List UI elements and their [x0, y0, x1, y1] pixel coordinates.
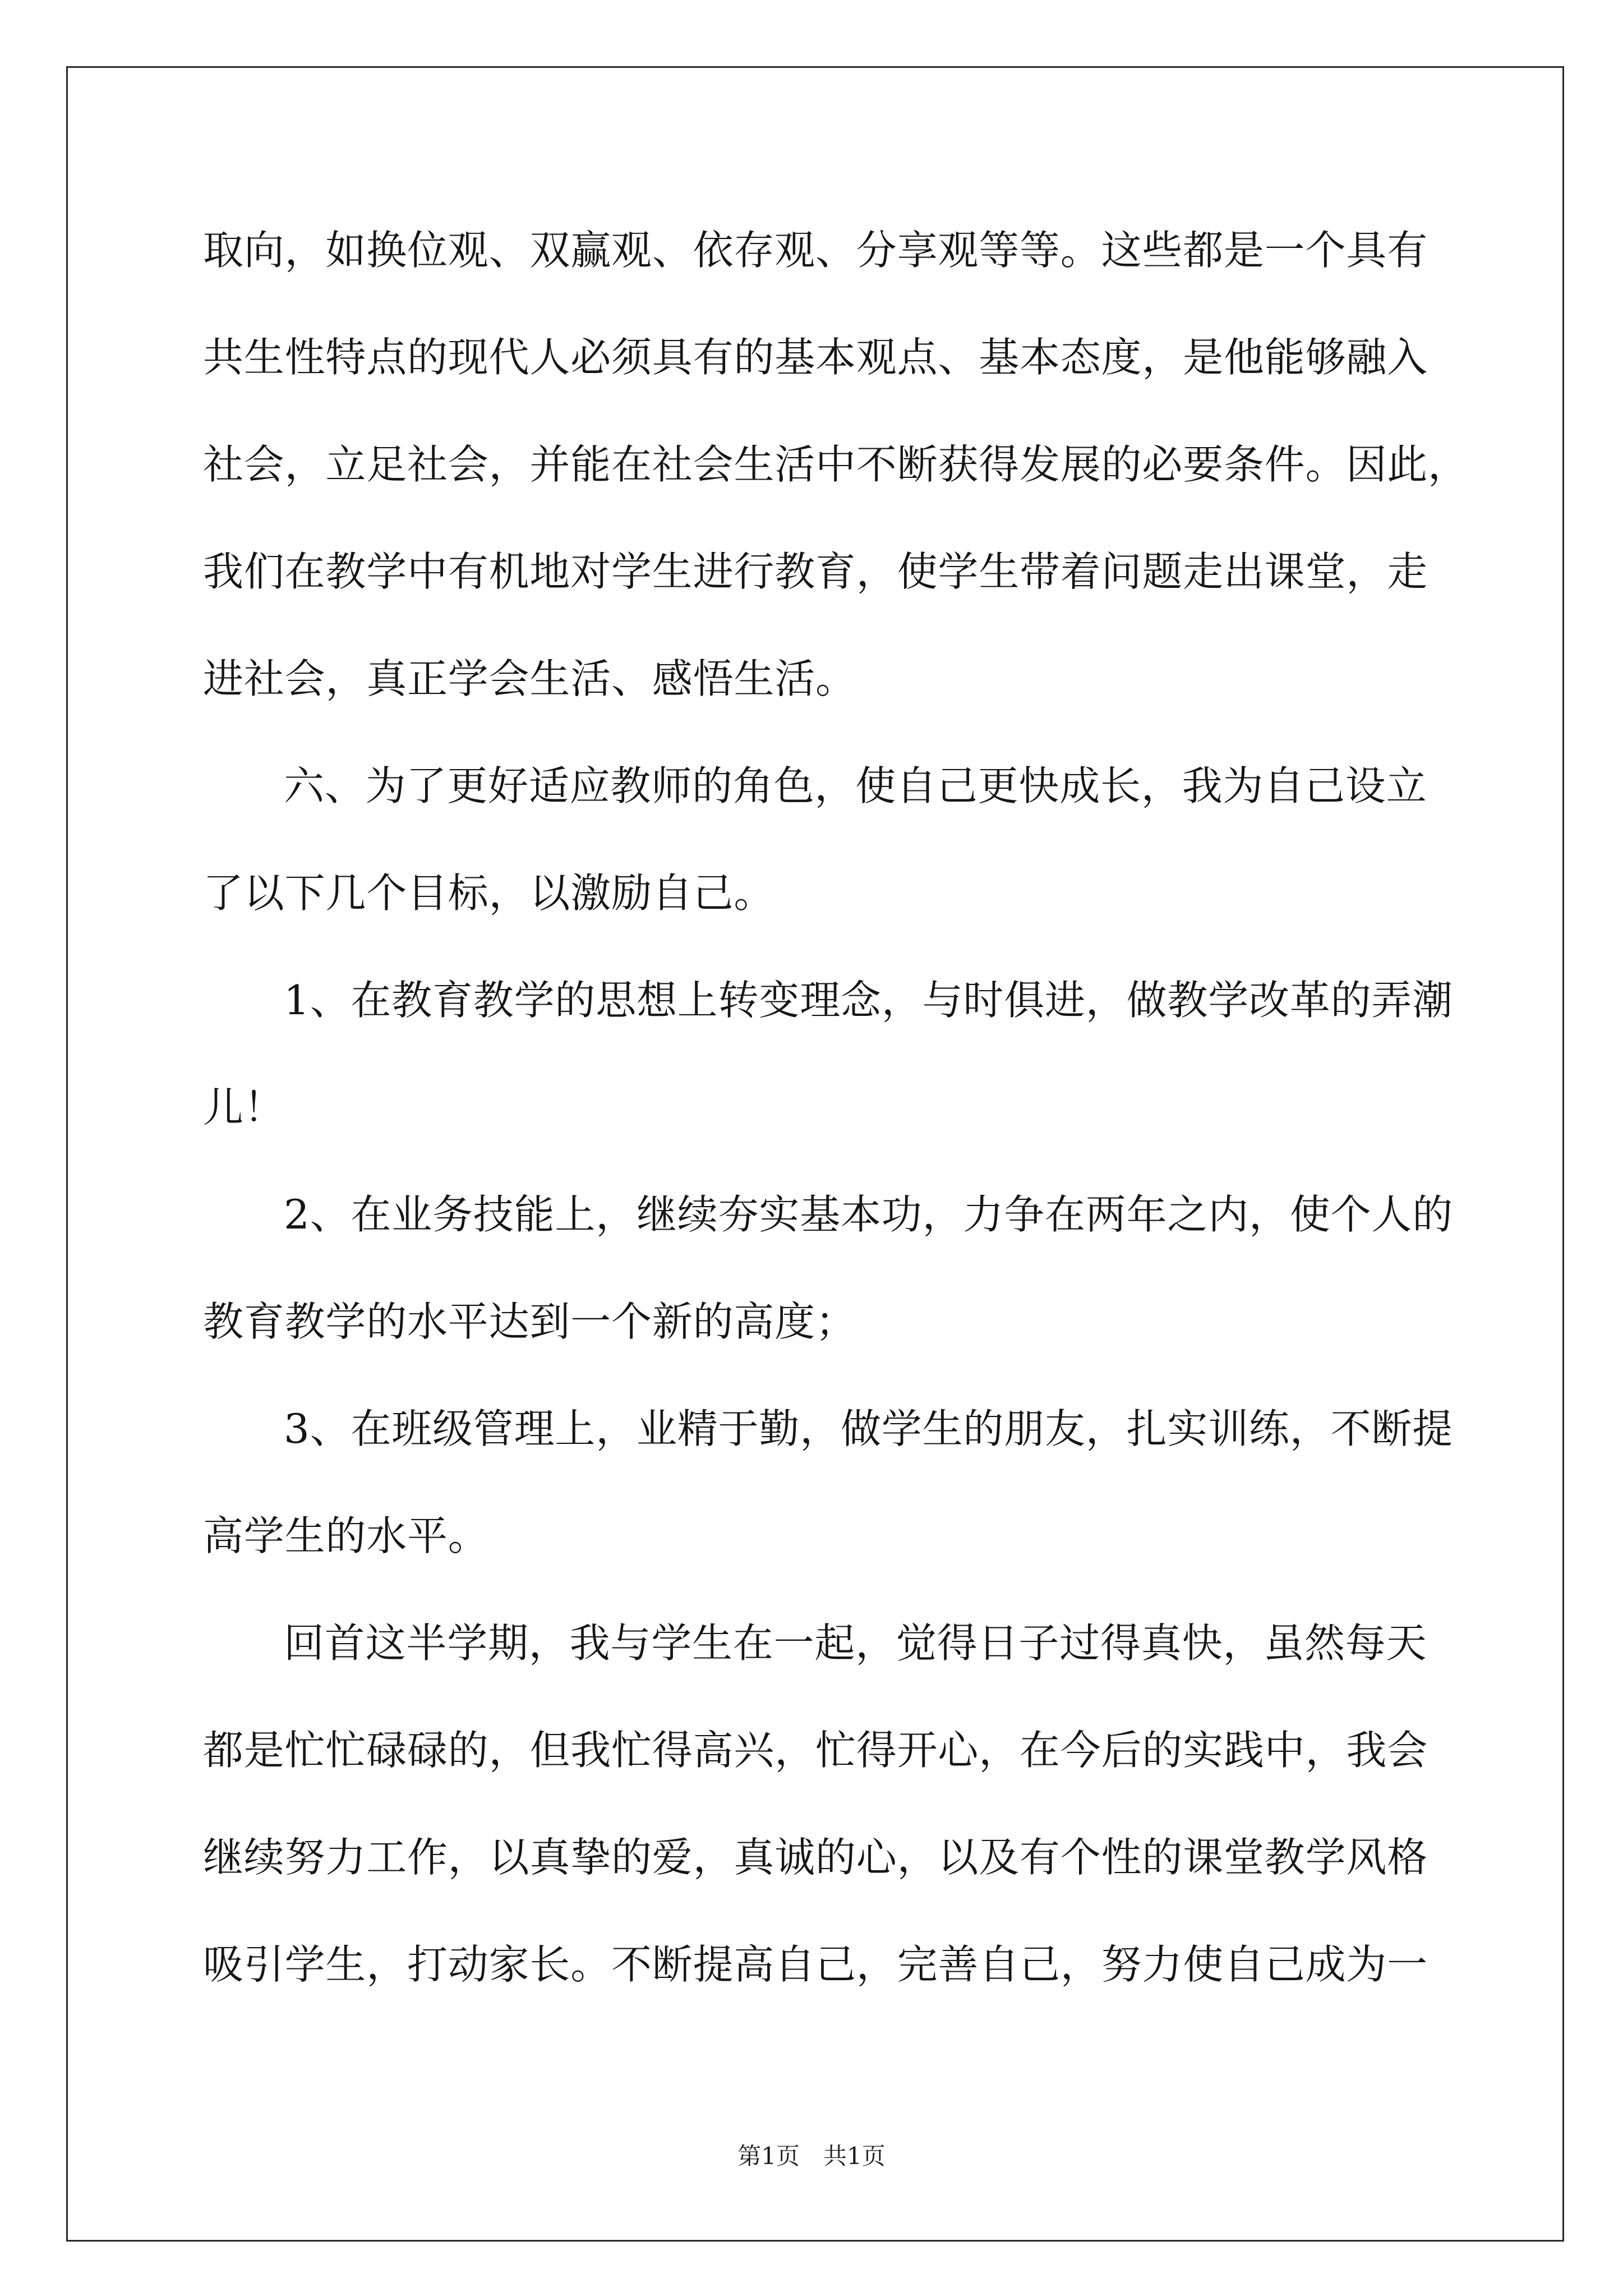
- text-line: 教育教学的水平达到一个新的高度；: [203, 1298, 856, 1345]
- paragraph-goal-1: [203, 947, 1538, 1161]
- text-line: 了以下几个目标，以激励自己。: [203, 869, 775, 917]
- text-line: 2、在业务技能上，继续夯实基本功，力争在两年之内，使个人的: [284, 1191, 1454, 1238]
- paragraph-goal-3: [203, 1375, 1538, 1590]
- text-line: 儿！: [203, 1084, 285, 1131]
- text-line: 回首这半学期，我与学生在一起，觉得日子过得真快，虽然每天: [284, 1619, 1427, 1667]
- text-line: 进社会，真正学会生活、感悟生活。: [203, 655, 856, 702]
- text-line: 1、在教育教学的思想上转变理念，与时俱进，做教学改革的弄潮: [284, 977, 1454, 1024]
- document-body: [203, 197, 1538, 2018]
- text-line: 吸引学生，打动家长。不断提高自己，完善自己，努力使自己成为一: [203, 1941, 1428, 1988]
- text-line: 都是忙忙碌碌的，但我忙得高兴，忙得开心，在今后的实践中，我会: [203, 1727, 1428, 1774]
- text-line: 高学生的水平。: [203, 1512, 489, 1559]
- paragraph-section-six: [203, 733, 1538, 947]
- text-line: 继续努力工作，以真挚的爱，真诚的心，以及有个性的课堂教学风格: [203, 1834, 1428, 1881]
- text-line: 六、为了更好适应教师的角色，使自己更快成长，我为自己设立: [284, 762, 1427, 809]
- paragraph-goal-2: [203, 1161, 1538, 1375]
- text-line: 3、在班级管理上，业精于勤，做学生的朋友，扎实训练，不断提: [284, 1405, 1454, 1452]
- text-line: 取向，如换位观、双赢观、依存观、分享观等等。这些都是一个具有: [203, 227, 1428, 274]
- text-line: 共生性特点的现代人必须具有的基本观点、基本态度，是他能够融入: [203, 334, 1428, 381]
- text-line: 社会，立足社会，并能在社会生活中不断获得发展的必要条件。因此，: [203, 441, 1469, 488]
- text-line: 我们在教学中有机地对学生进行教育，使学生带着问题走出课堂，走: [203, 548, 1428, 595]
- paragraph-closing: [203, 1590, 1538, 2018]
- paragraph-continuation: [203, 197, 1538, 733]
- page-footer: 第1页 共1页: [737, 2142, 886, 2170]
